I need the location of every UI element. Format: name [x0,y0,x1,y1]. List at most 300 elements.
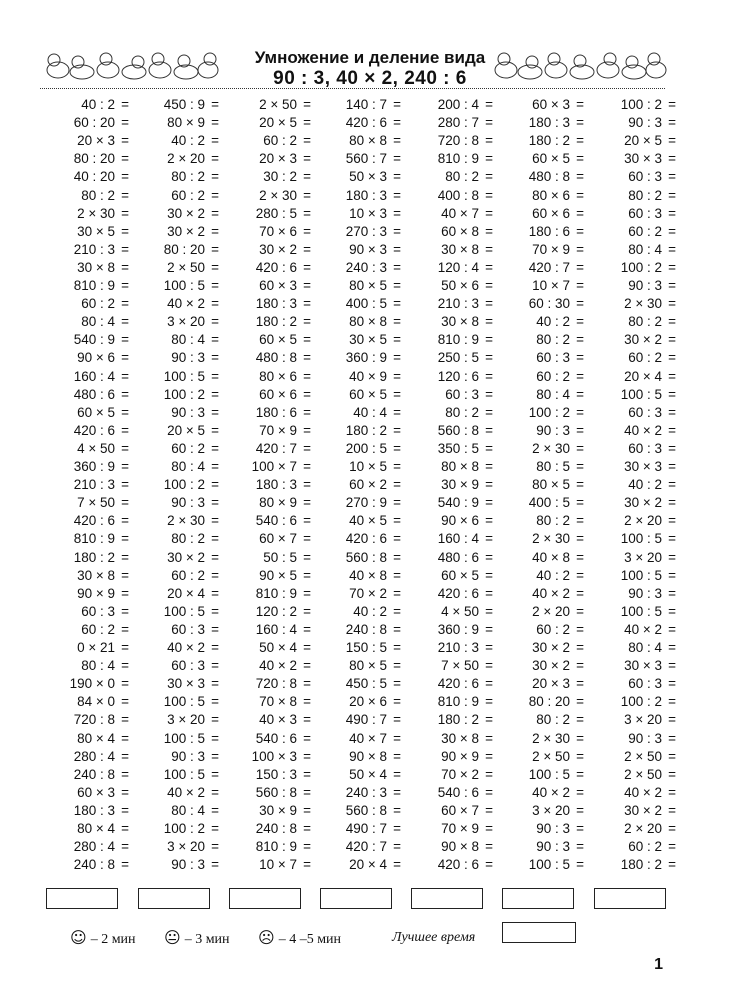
equals-sign[interactable]: = [485,748,493,764]
equals-sign[interactable]: = [303,603,311,619]
equals-sign[interactable]: = [303,802,311,818]
equals-sign[interactable]: = [121,314,129,330]
equals-sign[interactable]: = [393,839,401,855]
equals-sign[interactable]: = [485,694,493,710]
equals-sign[interactable]: = [668,531,676,547]
equals-sign[interactable]: = [303,531,311,547]
equals-sign[interactable]: = [668,404,676,420]
equals-sign[interactable]: = [576,531,584,547]
equals-sign[interactable]: = [576,676,584,692]
equals-sign[interactable]: = [393,115,401,131]
equals-sign[interactable]: = [668,296,676,312]
equals-sign[interactable]: = [211,821,219,836]
best-time-box[interactable] [502,922,576,943]
equals-sign[interactable]: = [576,133,584,149]
equals-sign[interactable]: = [485,495,493,511]
equals-sign[interactable]: = [121,350,129,366]
equals-sign[interactable]: = [485,658,493,674]
equals-sign[interactable]: = [393,422,401,438]
equals-sign[interactable]: = [121,603,129,619]
equals-sign[interactable]: = [393,404,401,420]
equals-sign[interactable]: = [485,241,493,257]
equals-sign[interactable]: = [668,730,676,746]
equals-sign[interactable]: = [393,658,401,674]
equals-sign[interactable]: = [211,187,219,203]
equals-sign[interactable]: = [393,712,401,728]
equals-sign[interactable]: = [303,621,311,637]
equals-sign[interactable]: = [576,640,584,655]
equals-sign[interactable]: = [121,278,129,293]
equals-sign[interactable]: = [485,585,493,601]
equals-sign[interactable]: = [485,477,493,493]
equals-sign[interactable]: = [121,784,129,800]
equals-sign[interactable]: = [668,766,676,782]
equals-sign[interactable]: = [303,205,311,221]
equals-sign[interactable]: = [211,169,219,185]
equals-sign[interactable]: = [668,495,676,511]
equals-sign[interactable]: = [393,241,401,257]
equals-sign[interactable]: = [576,278,584,293]
equals-sign[interactable]: = [393,603,401,619]
equals-sign[interactable]: = [211,241,219,257]
equals-sign[interactable]: = [303,766,311,782]
equals-sign[interactable]: = [576,296,584,312]
time-box[interactable] [411,888,483,909]
equals-sign[interactable]: = [485,839,493,855]
equals-sign[interactable]: = [668,314,676,330]
equals-sign[interactable]: = [576,440,584,456]
equals-sign[interactable]: = [393,278,401,293]
equals-sign[interactable]: = [576,187,584,203]
equals-sign[interactable]: = [211,784,219,800]
equals-sign[interactable]: = [668,115,676,131]
equals-sign[interactable]: = [576,332,584,348]
equals-sign[interactable]: = [393,440,401,456]
equals-sign[interactable]: = [303,459,311,474]
equals-sign[interactable]: = [211,839,219,855]
equals-sign[interactable]: = [485,278,493,293]
equals-sign[interactable]: = [121,187,129,203]
equals-sign[interactable]: = [485,513,493,529]
equals-sign[interactable]: = [668,621,676,637]
equals-sign[interactable]: = [121,513,129,529]
equals-sign[interactable]: = [393,386,401,402]
equals-sign[interactable]: = [393,784,401,800]
equals-sign[interactable]: = [211,259,219,275]
equals-sign[interactable]: = [211,730,219,746]
equals-sign[interactable]: = [485,169,493,185]
equals-sign[interactable]: = [211,459,219,474]
equals-sign[interactable]: = [576,241,584,257]
equals-sign[interactable]: = [211,658,219,674]
equals-sign[interactable]: = [303,296,311,312]
equals-sign[interactable]: = [211,567,219,583]
equals-sign[interactable]: = [393,567,401,583]
equals-sign[interactable]: = [303,278,311,293]
equals-sign[interactable]: = [211,748,219,764]
equals-sign[interactable]: = [485,766,493,782]
equals-sign[interactable]: = [211,477,219,493]
equals-sign[interactable]: = [668,658,676,674]
equals-sign[interactable]: = [576,459,584,474]
equals-sign[interactable]: = [121,621,129,637]
equals-sign[interactable]: = [668,278,676,293]
equals-sign[interactable]: = [393,169,401,185]
equals-sign[interactable]: = [211,802,219,818]
equals-sign[interactable]: = [668,368,676,384]
equals-sign[interactable]: = [121,694,129,710]
equals-sign[interactable]: = [121,169,129,185]
equals-sign[interactable]: = [303,495,311,511]
equals-sign[interactable]: = [393,205,401,221]
equals-sign[interactable]: = [303,422,311,438]
equals-sign[interactable]: = [485,332,493,348]
equals-sign[interactable]: = [121,857,129,873]
equals-sign[interactable]: = [121,115,129,131]
equals-sign[interactable]: = [121,730,129,746]
equals-sign[interactable]: = [211,115,219,131]
equals-sign[interactable]: = [668,386,676,402]
equals-sign[interactable]: = [393,676,401,692]
equals-sign[interactable]: = [485,857,493,873]
equals-sign[interactable]: = [303,676,311,692]
equals-sign[interactable]: = [393,802,401,818]
equals-sign[interactable]: = [576,839,584,855]
equals-sign[interactable]: = [485,802,493,818]
equals-sign[interactable]: = [485,531,493,547]
equals-sign[interactable]: = [576,386,584,402]
equals-sign[interactable]: = [303,513,311,529]
equals-sign[interactable]: = [393,332,401,348]
equals-sign[interactable]: = [576,567,584,583]
equals-sign[interactable]: = [303,549,311,565]
equals-sign[interactable]: = [668,459,676,474]
equals-sign[interactable]: = [576,748,584,764]
equals-sign[interactable]: = [485,223,493,239]
equals-sign[interactable]: = [485,712,493,728]
equals-sign[interactable]: = [485,97,493,112]
equals-sign[interactable]: = [485,640,493,655]
equals-sign[interactable]: = [303,730,311,746]
equals-sign[interactable]: = [211,766,219,782]
equals-sign[interactable]: = [668,205,676,221]
equals-sign[interactable]: = [303,115,311,131]
equals-sign[interactable]: = [211,350,219,366]
equals-sign[interactable]: = [121,821,129,836]
equals-sign[interactable]: = [121,259,129,275]
equals-sign[interactable]: = [121,676,129,692]
equals-sign[interactable]: = [485,133,493,149]
equals-sign[interactable]: = [576,821,584,836]
equals-sign[interactable]: = [668,694,676,710]
equals-sign[interactable]: = [121,531,129,547]
time-box[interactable] [138,888,210,909]
equals-sign[interactable]: = [211,549,219,565]
equals-sign[interactable]: = [668,97,676,112]
equals-sign[interactable]: = [211,386,219,402]
equals-sign[interactable]: = [211,621,219,637]
equals-sign[interactable]: = [393,857,401,873]
equals-sign[interactable]: = [485,422,493,438]
equals-sign[interactable]: = [211,712,219,728]
equals-sign[interactable]: = [485,386,493,402]
equals-sign[interactable]: = [485,730,493,746]
equals-sign[interactable]: = [393,730,401,746]
equals-sign[interactable]: = [121,241,129,257]
equals-sign[interactable]: = [668,640,676,655]
equals-sign[interactable]: = [485,368,493,384]
equals-sign[interactable]: = [393,766,401,782]
equals-sign[interactable]: = [211,296,219,312]
equals-sign[interactable]: = [576,495,584,511]
equals-sign[interactable]: = [121,658,129,674]
equals-sign[interactable]: = [121,133,129,149]
equals-sign[interactable]: = [121,495,129,511]
equals-sign[interactable]: = [393,187,401,203]
equals-sign[interactable]: = [303,784,311,800]
equals-sign[interactable]: = [303,332,311,348]
equals-sign[interactable]: = [393,640,401,655]
equals-sign[interactable]: = [668,585,676,601]
equals-sign[interactable]: = [668,603,676,619]
equals-sign[interactable]: = [576,205,584,221]
equals-sign[interactable]: = [211,640,219,655]
equals-sign[interactable]: = [576,314,584,330]
equals-sign[interactable]: = [668,676,676,692]
equals-sign[interactable]: = [576,802,584,818]
equals-sign[interactable]: = [303,440,311,456]
equals-sign[interactable]: = [121,205,129,221]
equals-sign[interactable]: = [303,386,311,402]
equals-sign[interactable]: = [668,821,676,836]
equals-sign[interactable]: = [121,440,129,456]
equals-sign[interactable]: = [121,766,129,782]
equals-sign[interactable]: = [393,513,401,529]
equals-sign[interactable]: = [485,115,493,131]
equals-sign[interactable]: = [303,350,311,366]
equals-sign[interactable]: = [668,748,676,764]
time-box[interactable] [502,888,574,909]
equals-sign[interactable]: = [121,151,129,167]
equals-sign[interactable]: = [576,115,584,131]
equals-sign[interactable]: = [211,332,219,348]
equals-sign[interactable]: = [393,133,401,149]
equals-sign[interactable]: = [576,658,584,674]
time-box[interactable] [320,888,392,909]
equals-sign[interactable]: = [121,386,129,402]
equals-sign[interactable]: = [576,585,584,601]
equals-sign[interactable]: = [393,821,401,836]
equals-sign[interactable]: = [576,169,584,185]
time-box[interactable] [46,888,118,909]
equals-sign[interactable]: = [668,513,676,529]
equals-sign[interactable]: = [393,621,401,637]
equals-sign[interactable]: = [393,296,401,312]
equals-sign[interactable]: = [121,640,129,655]
equals-sign[interactable]: = [485,784,493,800]
equals-sign[interactable]: = [576,259,584,275]
equals-sign[interactable]: = [303,839,311,855]
equals-sign[interactable]: = [303,694,311,710]
equals-sign[interactable]: = [668,169,676,185]
equals-sign[interactable]: = [303,821,311,836]
equals-sign[interactable]: = [121,712,129,728]
equals-sign[interactable]: = [303,658,311,674]
equals-sign[interactable]: = [303,187,311,203]
equals-sign[interactable]: = [121,459,129,474]
equals-sign[interactable]: = [393,97,401,112]
equals-sign[interactable]: = [121,839,129,855]
equals-sign[interactable]: = [668,151,676,167]
equals-sign[interactable]: = [303,133,311,149]
equals-sign[interactable]: = [668,440,676,456]
equals-sign[interactable]: = [393,259,401,275]
equals-sign[interactable]: = [485,350,493,366]
equals-sign[interactable]: = [303,259,311,275]
equals-sign[interactable]: = [485,296,493,312]
equals-sign[interactable]: = [211,422,219,438]
equals-sign[interactable]: = [121,223,129,239]
equals-sign[interactable]: = [393,151,401,167]
equals-sign[interactable]: = [303,640,311,655]
equals-sign[interactable]: = [121,404,129,420]
equals-sign[interactable]: = [668,549,676,565]
equals-sign[interactable]: = [211,676,219,692]
equals-sign[interactable]: = [303,585,311,601]
equals-sign[interactable]: = [576,712,584,728]
equals-sign[interactable]: = [668,332,676,348]
equals-sign[interactable]: = [121,296,129,312]
equals-sign[interactable]: = [121,332,129,348]
equals-sign[interactable]: = [121,802,129,818]
equals-sign[interactable]: = [121,477,129,493]
equals-sign[interactable]: = [303,857,311,873]
equals-sign[interactable]: = [211,585,219,601]
equals-sign[interactable]: = [668,241,676,257]
equals-sign[interactable]: = [393,314,401,330]
equals-sign[interactable]: = [576,350,584,366]
equals-sign[interactable]: = [393,368,401,384]
equals-sign[interactable]: = [485,603,493,619]
equals-sign[interactable]: = [576,368,584,384]
equals-sign[interactable]: = [393,694,401,710]
equals-sign[interactable]: = [485,549,493,565]
equals-sign[interactable]: = [211,368,219,384]
equals-sign[interactable]: = [211,314,219,330]
equals-sign[interactable]: = [668,223,676,239]
equals-sign[interactable]: = [211,513,219,529]
equals-sign[interactable]: = [303,223,311,239]
equals-sign[interactable]: = [211,151,219,167]
equals-sign[interactable]: = [485,676,493,692]
equals-sign[interactable]: = [393,459,401,474]
equals-sign[interactable]: = [121,97,129,112]
equals-sign[interactable]: = [303,712,311,728]
equals-sign[interactable]: = [303,748,311,764]
equals-sign[interactable]: = [485,440,493,456]
equals-sign[interactable]: = [576,549,584,565]
equals-sign[interactable]: = [576,603,584,619]
equals-sign[interactable]: = [668,133,676,149]
equals-sign[interactable]: = [668,857,676,873]
equals-sign[interactable]: = [668,259,676,275]
equals-sign[interactable]: = [576,857,584,873]
equals-sign[interactable]: = [211,603,219,619]
equals-sign[interactable]: = [668,784,676,800]
equals-sign[interactable]: = [485,567,493,583]
equals-sign[interactable]: = [393,495,401,511]
equals-sign[interactable]: = [576,694,584,710]
equals-sign[interactable]: = [393,549,401,565]
equals-sign[interactable]: = [393,350,401,366]
equals-sign[interactable]: = [211,278,219,293]
equals-sign[interactable]: = [576,404,584,420]
equals-sign[interactable]: = [485,205,493,221]
equals-sign[interactable]: = [576,151,584,167]
equals-sign[interactable]: = [121,549,129,565]
equals-sign[interactable]: = [576,223,584,239]
equals-sign[interactable]: = [211,404,219,420]
equals-sign[interactable]: = [668,839,676,855]
equals-sign[interactable]: = [211,440,219,456]
equals-sign[interactable]: = [211,97,219,112]
equals-sign[interactable]: = [576,477,584,493]
equals-sign[interactable]: = [211,205,219,221]
time-box[interactable] [229,888,301,909]
equals-sign[interactable]: = [668,350,676,366]
equals-sign[interactable]: = [303,567,311,583]
equals-sign[interactable]: = [576,766,584,782]
equals-sign[interactable]: = [576,730,584,746]
equals-sign[interactable]: = [211,531,219,547]
equals-sign[interactable]: = [668,187,676,203]
equals-sign[interactable]: = [303,97,311,112]
equals-sign[interactable]: = [303,404,311,420]
equals-sign[interactable]: = [393,585,401,601]
equals-sign[interactable]: = [211,133,219,149]
equals-sign[interactable]: = [485,621,493,637]
equals-sign[interactable]: = [393,223,401,239]
equals-sign[interactable]: = [668,802,676,818]
equals-sign[interactable]: = [393,531,401,547]
equals-sign[interactable]: = [211,694,219,710]
equals-sign[interactable]: = [668,422,676,438]
equals-sign[interactable]: = [303,368,311,384]
equals-sign[interactable]: = [576,621,584,637]
time-box[interactable] [594,888,666,909]
equals-sign[interactable]: = [576,513,584,529]
equals-sign[interactable]: = [668,712,676,728]
equals-sign[interactable]: = [576,422,584,438]
equals-sign[interactable]: = [211,223,219,239]
equals-sign[interactable]: = [121,585,129,601]
equals-sign[interactable]: = [303,314,311,330]
equals-sign[interactable]: = [121,368,129,384]
equals-sign[interactable]: = [668,477,676,493]
equals-sign[interactable]: = [303,169,311,185]
equals-sign[interactable]: = [303,477,311,493]
equals-sign[interactable]: = [485,404,493,420]
equals-sign[interactable]: = [485,314,493,330]
equals-sign[interactable]: = [393,748,401,764]
equals-sign[interactable]: = [485,151,493,167]
equals-sign[interactable]: = [576,97,584,112]
equals-sign[interactable]: = [485,259,493,275]
equals-sign[interactable]: = [393,477,401,493]
equals-sign[interactable]: = [668,567,676,583]
equals-sign[interactable]: = [211,857,219,873]
equals-sign[interactable]: = [121,748,129,764]
